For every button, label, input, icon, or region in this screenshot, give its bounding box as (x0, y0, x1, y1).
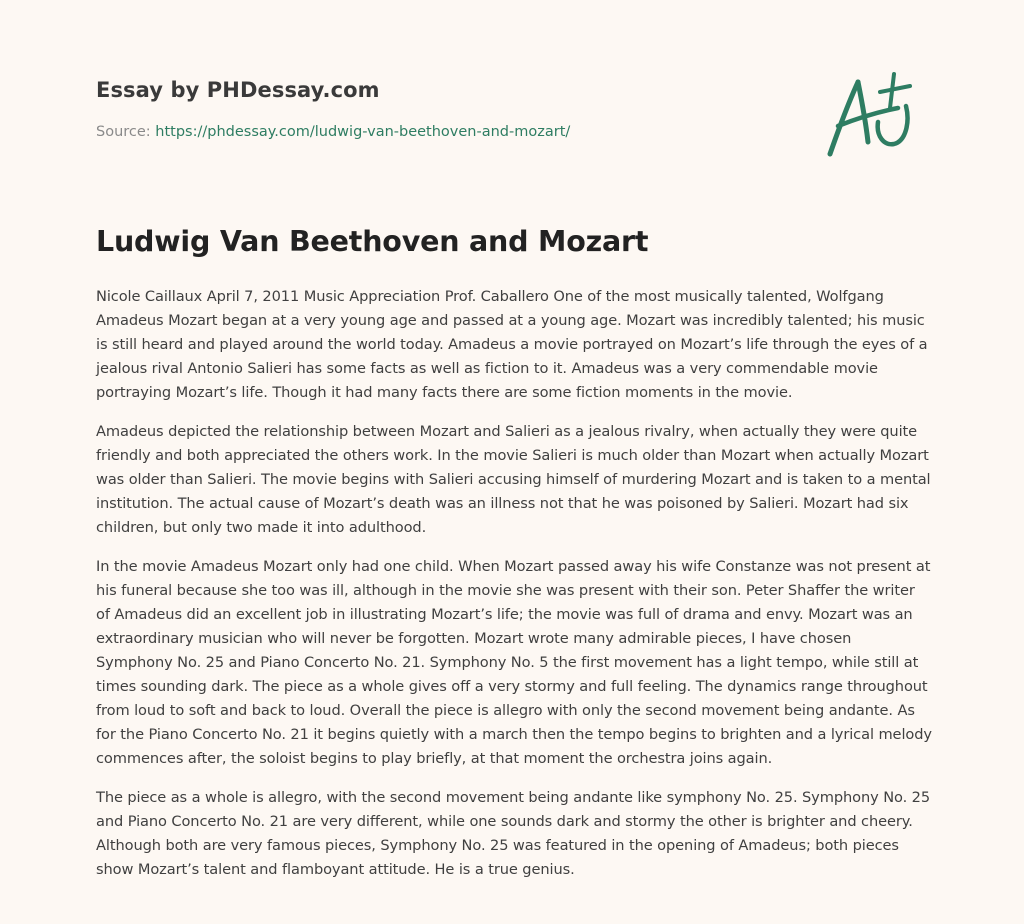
source-link[interactable]: https://phdessay.com/ludwig-van-beethoven-and-mozart/ (155, 124, 571, 140)
page-header (96, 76, 932, 186)
a-plus-logo-icon (824, 68, 926, 162)
essay-paragraph: The piece as a whole is allegro, with the second movement being andante like symphony No. 25. Symphony No. 25 and Piano Concerto No. 21 are very different, while one sounds dark and stormy the other is brighter and cheery. Although both are very famous pieces, Symphony No. 25 was featured in the opening of Amadeus; both pieces show Mozart’s talent and flamboyant attitude. He is a true genius. (96, 789, 931, 878)
source-line (96, 124, 570, 140)
essay-title: Ludwig Van Beethoven and Mozart (96, 225, 649, 258)
essay-paragraph: Amadeus depicted the relationship between Mozart and Salieri as a jealous rivalry, when actually they were quite friendly and both appreciated the others work. In the movie Salieri is much older than Mozart when actually Mozart was older than Salieri. The movie begins with Salieri accusing himself of murdering Mozart and is taken to a mental institution. The actual cause of Mozart’s death was an illness not that he was poisoned by Salieri. Mozart had six children, but only two made it into adulthood. (96, 423, 931, 536)
source-label: Source: (96, 124, 151, 140)
essay-paragraph: In the movie Amadeus Mozart only had one child. When Mozart passed away his wife Constanze was not present at his funeral because she too was ill, although in the movie she was present with their son. Peter Shaffer the writer of Amadeus did an excellent job in illustrating Mozart’s life; the movie was full of drama and envy. Mozart was an extraordinary musician who will never be forgotten. Mozart wrote many admirable pieces, I have chosen Symphony No. 25 and Piano Concerto No. 21. Symphony No. 5 the first movement has a light tempo, while still at times sounding dark. The piece as a whole gives off a very stormy and full feeling. The dynamics range throughout from loud to soft and back to loud. Overall the piece is allegro with only the second movement being andante. As for the Piano Concerto No. 21 it begins quietly with a march then the tempo begins to brighten and a lyrical melody commences after, the soloist begins to play briefly, at that moment the orchestra joins again. (96, 558, 932, 767)
essay-paragraph: Nicole Caillaux April 7, 2011 Music Appreciation Prof. Caballero One of the most musically talented, Wolfgang Amadeus Mozart began at a very young age and passed at a young age. Mozart was incredibly talented; his music is still heard and played around the world today. Amadeus a movie portrayed on Mozart’s life through the eyes of a jealous rival Antonio Salieri has some facts as well as fiction to it. Amadeus was a very commendable movie portraying Mozart’s life. Though it had many facts there are some fiction moments in the movie. (96, 288, 928, 401)
brand-title: Essay by PHDessay.com (96, 78, 380, 102)
essay-body (96, 285, 932, 897)
